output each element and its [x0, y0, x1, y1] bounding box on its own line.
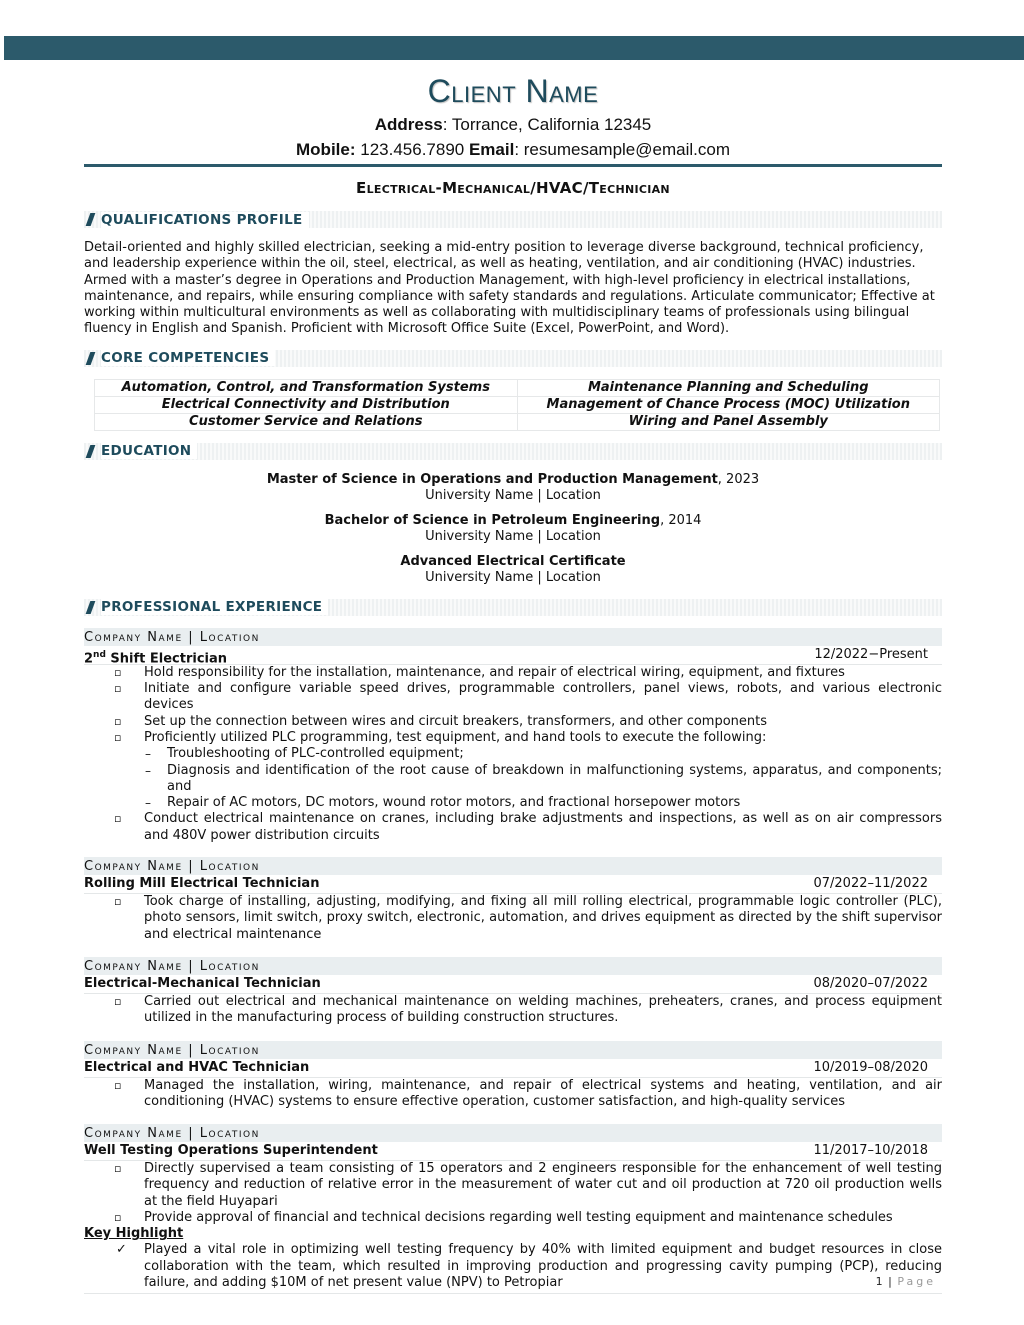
table-row	[95, 396, 940, 413]
company-line: Company Name | Location	[84, 857, 942, 875]
footer-divider	[84, 1293, 942, 1294]
section-education	[84, 443, 942, 460]
role-line	[84, 1059, 942, 1078]
page-number: 1	[875, 1275, 884, 1288]
list-item: ▫ Provide approval of financial and technical decisions regarding well testing equipment and maintenance schedules	[144, 1210, 942, 1226]
education-entry	[84, 513, 942, 546]
list-item: ▫ Set up the connection between wires and circuit breakers, transformers, and other components	[144, 714, 942, 730]
sub-list	[144, 746, 942, 811]
degree-name: Advanced Electrical Certificate	[400, 553, 626, 569]
email-label: Email	[468, 140, 515, 159]
section-title: PROFESSIONAL EXPERIENCE	[101, 599, 328, 615]
section-qualifications	[84, 211, 942, 228]
address-line	[84, 112, 942, 137]
bullet-list	[84, 894, 942, 943]
client-name: Client Name	[427, 73, 599, 109]
company-line: Company Name | Location	[84, 957, 942, 975]
slash-icon	[86, 445, 96, 458]
degree-line	[84, 513, 942, 530]
job-entry	[84, 628, 942, 844]
role-dates: 12/2022−Present	[814, 646, 928, 662]
role-title: Well Testing Operations Superintendent	[84, 1143, 378, 1159]
bullet-list	[84, 665, 942, 844]
list-item: ▫ Directly supervised a team consisting of 15 operators and 2 engineers responsible for the enhancement of well testing frequency and reduction of relative error in the measurement of water cut and oil production at 720 oil production wells at the field Huyapari	[144, 1161, 942, 1210]
degree-year: , 2014	[660, 512, 702, 528]
list-item: ▫ Managed the installation, wiring, maintenance, and repair of electrical systems and heating, ventilation, and air conditioning (HVAC) systems to ensure effective operation, customer satisfaction, and high-quality services	[144, 1078, 942, 1111]
role-ordinal: nd	[93, 649, 106, 660]
role-title	[84, 646, 228, 667]
degree-year: , 2023	[717, 471, 760, 487]
job-entry	[84, 957, 942, 1027]
competency-cell: Wiring and Panel Assembly	[517, 413, 940, 430]
company-line: Company Name | Location	[84, 1124, 942, 1142]
bullet-list	[84, 1161, 942, 1226]
job-entry	[84, 857, 942, 943]
top-banner	[4, 36, 1024, 60]
bullet-list	[84, 1078, 942, 1111]
header-divider	[84, 164, 942, 167]
school-line: University Name | Location	[425, 529, 601, 545]
list-item	[144, 1242, 942, 1291]
address-label: Address	[374, 115, 443, 134]
role-line	[84, 646, 942, 665]
education-entry	[84, 554, 942, 587]
page-footer	[876, 1275, 936, 1288]
section-experience	[84, 599, 942, 616]
school-line: University Name | Location	[425, 570, 601, 586]
school-line: University Name | Location	[425, 488, 601, 504]
list-item: ▫ Initiate and configure variable speed drives, programmable controllers, panel views, robots, and various electronic devices	[144, 681, 942, 714]
competency-cell: Automation, Control, and Transformation Systems	[95, 379, 518, 396]
contact-line	[84, 137, 942, 162]
role-line	[84, 975, 942, 994]
competency-cell: Electrical Connectivity and Distribution	[95, 396, 518, 413]
job-title: Electrical-Mechanical/HVAC/Technician	[356, 179, 670, 197]
list-item	[144, 730, 942, 811]
competency-cell: Maintenance Planning and Scheduling	[517, 379, 940, 396]
list-item: ▫ Hold responsibility for the installation, maintenance, and repair of electrical wiring, equipment, and fixtures	[144, 665, 942, 681]
competency-cell: Customer Service and Relations	[95, 413, 518, 430]
section-title: EDUCATION	[101, 443, 197, 459]
list-item-text: Proficiently utilized PLC programming, test equipment, and hand tools to execute the following:	[144, 729, 767, 745]
role-dates: 10/2019–08/2020	[813, 1059, 928, 1075]
role-title: Electrical-Mechanical Technician	[84, 975, 321, 991]
company-line: Company Name | Location	[84, 1041, 942, 1059]
sub-item: – Diagnosis and identification of the root cause of breakdown in malfunctioning systems, apparatus, and components; and	[167, 763, 942, 796]
competencies-table	[94, 379, 940, 431]
job-entry	[84, 1124, 942, 1294]
sub-item: – Troubleshooting of PLC-controlled equipment;	[167, 746, 942, 762]
role-title: Rolling Mill Electrical Technician	[84, 876, 320, 892]
list-item: ▫ Conduct electrical maintenance on cranes, including brake adjustments and inspections, as well as on air compressors and 480V power distribution circuits	[144, 811, 942, 844]
section-title: CORE COMPETENCIES	[101, 350, 275, 366]
competency-cell: Management of Chance Process (MOC) Utilization	[517, 396, 940, 413]
role-dates: 07/2022–11/2022	[813, 876, 928, 892]
bullet-list	[84, 994, 942, 1027]
role-dates: 08/2020–07/2022	[813, 975, 928, 991]
list-item: ▫ Took charge of installing, adjusting, modifying, and fixing all mill rolling electrical, programmable logic controller (PLC), photo sensors, limit switch, proxy switch, electronic, automation, and drives equipment as directed by the shift supervisor and electrical maintenance	[144, 894, 942, 943]
slash-icon	[86, 213, 96, 226]
role-line	[84, 875, 942, 894]
key-highlight-label: Key Highlight	[84, 1226, 184, 1242]
mobile-label: Mobile:	[296, 140, 356, 159]
degree-line	[84, 472, 942, 489]
job-entry	[84, 1041, 942, 1111]
company-line: Company Name | Location	[84, 628, 942, 646]
mobile-value: 123.456.7890	[355, 140, 469, 159]
degree-line	[84, 554, 942, 571]
role-title: Electrical and HVAC Technician	[84, 1059, 310, 1075]
address-value: : Torrance, California 12345	[442, 115, 652, 134]
page-separator: |	[883, 1275, 898, 1288]
page-label: Page	[897, 1275, 936, 1288]
degree-name: Bachelor of Science in Petroleum Engineering	[324, 512, 661, 528]
section-competencies	[84, 350, 942, 367]
role-number: 2	[84, 651, 94, 667]
resume-page	[84, 62, 942, 1294]
list-item: ▫ Carried out electrical and mechanical maintenance on welding machines, preheaters, cranes, and process equipment utilized in the manufacturing process of building construction structures.	[144, 994, 942, 1027]
role-line	[84, 1142, 942, 1161]
highlight-text: Played a vital role in optimizing well testing frequency by 40% with limited equipment and budget resources in close collaboration with the team, which resulted in improving production and progressing cavity pumping (PCP), reducing failure, and adding $10M of net present value (NPV) to Petropiar	[144, 1242, 942, 1290]
role-text: Shift Electrician	[105, 651, 228, 667]
profile-paragraph: Detail-oriented and highly skilled electrician, seeking a mid-entry position to leverage diverse background, technical proficiency, and leadership experience within the oil, steel, electrical, as well as heating, ventilation, and air conditioning (HVAC) industries. Armed with a master’s degree in Operations and Production Management, with high-level proficiency in electrical installations, maintenance, and repairs, while ensuring compliance with safety standards and regulations. Articulate communicator; Effective at working within multicultural environments as well as collaborating with multidisciplinary teams of professionals using bilingual fluency in English and Spanish. Proficient with Microsoft Office Suite (Excel, PowerPoint, and Word).	[84, 240, 935, 337]
education-entry	[84, 472, 942, 505]
slash-icon	[86, 601, 96, 614]
slash-icon	[86, 352, 96, 365]
table-row	[95, 379, 940, 396]
degree-name: Master of Science in Operations and Production Management	[266, 471, 718, 487]
email-value: : resumesample@email.com	[514, 140, 730, 159]
role-dates: 11/2017–10/2018	[813, 1143, 928, 1159]
section-title: QUALIFICATIONS PROFILE	[101, 212, 309, 228]
sub-item: – Repair of AC motors, DC motors, wound rotor motors, and fractional horsepower motors	[167, 795, 942, 811]
table-row	[95, 413, 940, 430]
highlight-list	[84, 1242, 942, 1291]
